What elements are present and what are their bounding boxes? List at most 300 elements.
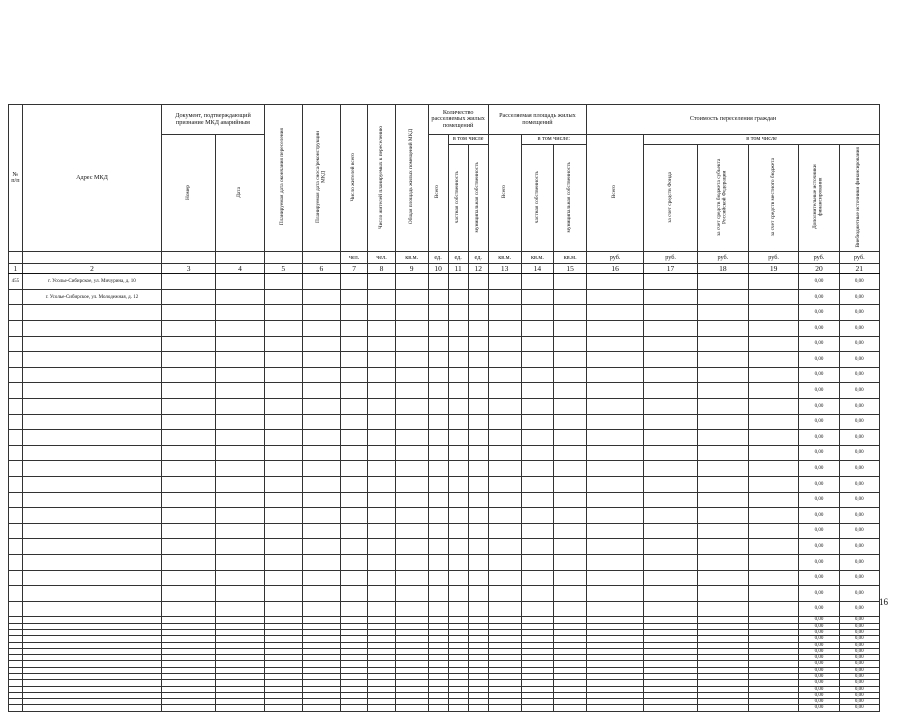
row-cell <box>340 523 367 539</box>
row-cell <box>264 352 302 368</box>
row-cell <box>395 305 428 321</box>
row-cell <box>521 570 554 586</box>
row-cell <box>395 367 428 383</box>
row-cell <box>587 336 644 352</box>
row-cell <box>468 461 488 477</box>
row-cell <box>587 705 644 711</box>
row-cell <box>264 461 302 477</box>
row-cell <box>448 352 468 368</box>
row-cell <box>748 570 799 586</box>
row-cell <box>368 554 395 570</box>
row-cell <box>395 601 428 617</box>
row-cell <box>488 274 521 290</box>
row-cell: 0,00 <box>839 352 879 368</box>
row-cell <box>587 570 644 586</box>
column-number-cell: 13 <box>488 264 521 274</box>
row-cell <box>395 554 428 570</box>
column-number-cell: 10 <box>428 264 448 274</box>
row-cell <box>162 305 216 321</box>
row-cell <box>521 414 554 430</box>
row-cell <box>340 414 367 430</box>
row-cell <box>162 383 216 399</box>
row-cell <box>162 523 216 539</box>
row-cell <box>644 399 698 415</box>
row-cell: 0,00 <box>839 274 879 290</box>
row-cell <box>302 554 340 570</box>
row-cell <box>521 367 554 383</box>
row-cell <box>468 414 488 430</box>
header-area-total2: Всего <box>488 135 521 252</box>
row-cell <box>448 305 468 321</box>
table-row <box>9 399 880 415</box>
row-cell <box>340 430 367 446</box>
row-cell <box>302 289 340 305</box>
row-cell <box>468 554 488 570</box>
unit-cell: руб. <box>748 252 799 264</box>
row-cell <box>587 586 644 602</box>
row-cell: 0,00 <box>799 367 839 383</box>
row-cell: 0,00 <box>799 508 839 524</box>
row-cell: 0,00 <box>799 680 839 686</box>
table-row <box>9 321 880 337</box>
row-cell <box>521 554 554 570</box>
row-address <box>22 539 162 555</box>
row-cell <box>488 523 521 539</box>
row-cell <box>368 274 395 290</box>
row-address <box>22 523 162 539</box>
row-cell: 0,00 <box>799 430 839 446</box>
row-cell <box>302 383 340 399</box>
row-cell <box>302 523 340 539</box>
header-area-municipal: муниципальная собственность <box>554 145 587 252</box>
unit-cell: руб. <box>587 252 644 264</box>
row-cell <box>216 508 265 524</box>
row-cell: 0,00 <box>839 705 879 711</box>
row-cell <box>587 461 644 477</box>
row-cell <box>216 523 265 539</box>
row-cell <box>264 414 302 430</box>
table-row <box>9 508 880 524</box>
row-number <box>9 399 23 415</box>
row-number <box>9 705 23 711</box>
row-address <box>22 554 162 570</box>
row-cell: 0,00 <box>799 445 839 461</box>
row-cell <box>368 476 395 492</box>
row-cell: 0,00 <box>799 289 839 305</box>
row-cell <box>488 305 521 321</box>
row-cell <box>264 274 302 290</box>
row-cell <box>587 399 644 415</box>
row-address: г. Усолье-Сибирское, ул. Молодежная, д. 12 <box>22 289 162 305</box>
row-cell <box>554 352 587 368</box>
row-cell: 0,00 <box>839 655 879 661</box>
row-cell <box>587 383 644 399</box>
row-cell: 0,00 <box>839 686 879 692</box>
header-no: № п/п <box>9 105 23 252</box>
row-cell <box>302 705 340 711</box>
column-number-cell: 16 <box>587 264 644 274</box>
row-cell <box>488 554 521 570</box>
row-cell <box>216 352 265 368</box>
row-cell <box>216 570 265 586</box>
unit-cell: ед. <box>468 252 488 264</box>
row-cell <box>428 274 448 290</box>
column-numbers-row <box>9 264 880 274</box>
row-cell <box>554 414 587 430</box>
row-cell <box>302 274 340 290</box>
row-cell <box>587 445 644 461</box>
row-cell <box>554 430 587 446</box>
row-cell <box>587 289 644 305</box>
row-cell <box>395 352 428 368</box>
row-cell <box>216 539 265 555</box>
unit-cell: кв.м. <box>554 252 587 264</box>
row-cell <box>395 321 428 337</box>
row-cell <box>162 445 216 461</box>
row-cell <box>554 508 587 524</box>
row-cell <box>264 383 302 399</box>
row-address <box>22 476 162 492</box>
row-cell <box>448 445 468 461</box>
row-cell <box>488 383 521 399</box>
row-cell <box>698 305 749 321</box>
row-cell: 0,00 <box>839 570 879 586</box>
row-cell <box>644 508 698 524</box>
header-cost-fund: за счет средств Фонда <box>644 145 698 252</box>
row-cell <box>644 321 698 337</box>
row-cell <box>216 274 265 290</box>
table-row <box>9 554 880 570</box>
table-row <box>9 539 880 555</box>
row-cell <box>162 321 216 337</box>
table-row <box>9 461 880 477</box>
column-number-cell: 9 <box>395 264 428 274</box>
row-cell <box>554 586 587 602</box>
row-cell: 0,00 <box>839 492 879 508</box>
row-cell <box>748 554 799 570</box>
row-cell <box>340 601 367 617</box>
row-cell <box>340 476 367 492</box>
row-cell: 0,00 <box>839 636 879 642</box>
header-residents-planned: Число жителей планируемых к переселению <box>368 105 395 252</box>
row-cell <box>644 705 698 711</box>
row-cell <box>488 289 521 305</box>
row-address <box>22 601 162 617</box>
row-cell <box>698 274 749 290</box>
row-cell <box>748 586 799 602</box>
row-cell <box>302 508 340 524</box>
column-number-cell: 19 <box>748 264 799 274</box>
table-row <box>9 367 880 383</box>
row-cell: 0,00 <box>839 523 879 539</box>
row-number <box>9 289 23 305</box>
row-cell: 0,00 <box>839 554 879 570</box>
row-cell <box>521 383 554 399</box>
row-cell <box>748 430 799 446</box>
row-cell <box>554 476 587 492</box>
column-number-cell: 4 <box>216 264 265 274</box>
column-number-cell: 17 <box>644 264 698 274</box>
row-cell <box>521 289 554 305</box>
row-cell <box>428 305 448 321</box>
column-number-cell: 6 <box>302 264 340 274</box>
row-cell <box>554 523 587 539</box>
row-cell: 0,00 <box>799 274 839 290</box>
header-count-municipal: муниципальная собственность <box>468 145 488 252</box>
row-number <box>9 601 23 617</box>
row-cell <box>428 508 448 524</box>
header-cost-extra: Дополнительные источники финансирования <box>799 145 839 252</box>
units-row <box>9 252 880 264</box>
row-cell <box>521 492 554 508</box>
row-cell <box>162 367 216 383</box>
table-row <box>9 476 880 492</box>
row-cell <box>644 289 698 305</box>
unit-cell: ед. <box>448 252 468 264</box>
row-cell <box>395 336 428 352</box>
row-cell <box>340 586 367 602</box>
row-cell: 0,00 <box>799 523 839 539</box>
table-row <box>9 352 880 368</box>
table-header <box>9 105 880 274</box>
row-cell <box>216 367 265 383</box>
column-number-cell: 21 <box>839 264 879 274</box>
row-cell <box>162 586 216 602</box>
row-cell <box>368 539 395 555</box>
row-number <box>9 430 23 446</box>
row-cell <box>162 570 216 586</box>
row-cell: 0,00 <box>839 673 879 679</box>
row-cell <box>448 383 468 399</box>
row-cell <box>521 705 554 711</box>
row-cell <box>521 476 554 492</box>
row-cell <box>554 305 587 321</box>
row-cell <box>521 601 554 617</box>
row-cell <box>216 399 265 415</box>
row-cell <box>368 508 395 524</box>
row-cell <box>216 554 265 570</box>
row-cell <box>395 523 428 539</box>
row-cell <box>216 461 265 477</box>
header-cost-group: Стоимость переселения граждан <box>587 105 880 135</box>
row-address <box>22 414 162 430</box>
row-cell <box>698 321 749 337</box>
column-number-cell: 12 <box>468 264 488 274</box>
column-number-cell: 2 <box>22 264 162 274</box>
row-cell <box>644 476 698 492</box>
row-cell <box>264 492 302 508</box>
row-cell: 0,00 <box>839 383 879 399</box>
column-number-cell: 3 <box>162 264 216 274</box>
row-cell <box>554 445 587 461</box>
row-cell <box>162 476 216 492</box>
row-cell <box>698 570 749 586</box>
row-cell <box>302 461 340 477</box>
row-cell: 0,00 <box>799 686 839 692</box>
row-cell: 0,00 <box>799 667 839 673</box>
row-cell <box>644 445 698 461</box>
row-cell <box>368 570 395 586</box>
row-cell <box>302 352 340 368</box>
row-cell <box>468 399 488 415</box>
table-row <box>9 274 880 290</box>
row-cell <box>448 492 468 508</box>
row-cell <box>448 570 468 586</box>
row-cell <box>302 570 340 586</box>
row-number <box>9 461 23 477</box>
row-cell <box>162 539 216 555</box>
row-cell <box>698 367 749 383</box>
row-cell <box>554 383 587 399</box>
row-cell <box>698 523 749 539</box>
row-cell <box>302 399 340 415</box>
row-address <box>22 570 162 586</box>
row-cell: 0,00 <box>839 601 879 617</box>
header-count-incl: в том числе <box>448 135 488 145</box>
row-cell <box>748 601 799 617</box>
header-residents-total: Число жителей всего <box>340 105 367 252</box>
row-cell <box>468 508 488 524</box>
row-cell <box>428 523 448 539</box>
row-cell <box>468 367 488 383</box>
row-cell <box>587 601 644 617</box>
row-cell <box>468 336 488 352</box>
row-address: г. Усолье-Сибирское, ул. Мичурина, д. 10 <box>22 274 162 290</box>
column-number-cell: 11 <box>448 264 468 274</box>
row-cell <box>368 445 395 461</box>
row-cell <box>428 705 448 711</box>
row-cell: 0,00 <box>799 336 839 352</box>
row-cell <box>554 399 587 415</box>
column-number-cell: 20 <box>799 264 839 274</box>
unit-cell <box>22 252 162 264</box>
row-cell <box>428 570 448 586</box>
row-cell <box>340 508 367 524</box>
row-cell: 0,00 <box>839 399 879 415</box>
row-number <box>9 539 23 555</box>
row-number <box>9 383 23 399</box>
row-cell <box>340 367 367 383</box>
row-cell <box>521 523 554 539</box>
row-cell <box>468 492 488 508</box>
row-number <box>9 352 23 368</box>
row-cell: 0,00 <box>839 461 879 477</box>
row-cell <box>488 399 521 415</box>
row-cell <box>448 705 468 711</box>
row-address <box>22 367 162 383</box>
row-cell <box>488 336 521 352</box>
row-cell <box>428 492 448 508</box>
row-address <box>22 445 162 461</box>
row-address <box>22 430 162 446</box>
table-row <box>9 586 880 602</box>
row-cell <box>644 414 698 430</box>
row-address <box>22 705 162 711</box>
row-cell <box>698 383 749 399</box>
row-address <box>22 508 162 524</box>
row-address <box>22 352 162 368</box>
row-cell <box>216 383 265 399</box>
row-cell <box>216 336 265 352</box>
row-cell <box>488 352 521 368</box>
row-cell <box>521 430 554 446</box>
row-cell <box>264 601 302 617</box>
row-cell <box>340 492 367 508</box>
row-cell <box>395 414 428 430</box>
row-cell <box>488 414 521 430</box>
row-cell <box>554 321 587 337</box>
row-cell <box>644 492 698 508</box>
header-area-group: Расселяемая площадь жилых помещений <box>488 105 586 135</box>
row-cell <box>468 383 488 399</box>
row-cell <box>302 476 340 492</box>
row-cell <box>216 445 265 461</box>
row-cell <box>216 601 265 617</box>
row-cell <box>521 274 554 290</box>
row-cell <box>587 414 644 430</box>
unit-cell: чел. <box>368 252 395 264</box>
row-cell <box>521 586 554 602</box>
row-cell <box>368 336 395 352</box>
row-cell <box>368 601 395 617</box>
row-cell <box>264 289 302 305</box>
row-cell <box>644 539 698 555</box>
row-cell <box>587 274 644 290</box>
row-address <box>22 305 162 321</box>
row-cell <box>488 461 521 477</box>
row-cell: 0,00 <box>799 617 839 623</box>
row-cell <box>644 352 698 368</box>
row-cell <box>521 352 554 368</box>
table-body <box>9 274 880 712</box>
header-cost-regional: за счет средств бюджета субъекта Российской Федерации <box>698 145 749 252</box>
row-cell <box>587 539 644 555</box>
row-cell <box>428 445 448 461</box>
row-number <box>9 492 23 508</box>
row-cell <box>264 399 302 415</box>
row-cell <box>340 352 367 368</box>
row-cell <box>748 321 799 337</box>
row-cell <box>448 461 468 477</box>
row-cell <box>488 705 521 711</box>
row-cell <box>302 305 340 321</box>
row-cell <box>448 586 468 602</box>
row-cell <box>488 570 521 586</box>
row-cell: 0,00 <box>799 648 839 654</box>
row-cell: 0,00 <box>839 586 879 602</box>
row-cell: 0,00 <box>799 554 839 570</box>
row-cell <box>521 539 554 555</box>
row-cell <box>468 705 488 711</box>
row-cell: 0,00 <box>799 586 839 602</box>
header-count-group: Количество расселяемых жилых помещений <box>428 105 488 135</box>
unit-cell: чел. <box>340 252 367 264</box>
row-cell <box>428 289 448 305</box>
row-cell <box>428 367 448 383</box>
row-cell <box>468 445 488 461</box>
row-number <box>9 445 23 461</box>
row-cell <box>340 383 367 399</box>
row-cell <box>748 508 799 524</box>
row-cell <box>698 601 749 617</box>
row-cell <box>698 539 749 555</box>
row-cell: 0,00 <box>799 539 839 555</box>
row-cell <box>748 336 799 352</box>
row-cell <box>428 336 448 352</box>
row-cell <box>748 383 799 399</box>
row-cell <box>554 289 587 305</box>
row-cell <box>264 336 302 352</box>
